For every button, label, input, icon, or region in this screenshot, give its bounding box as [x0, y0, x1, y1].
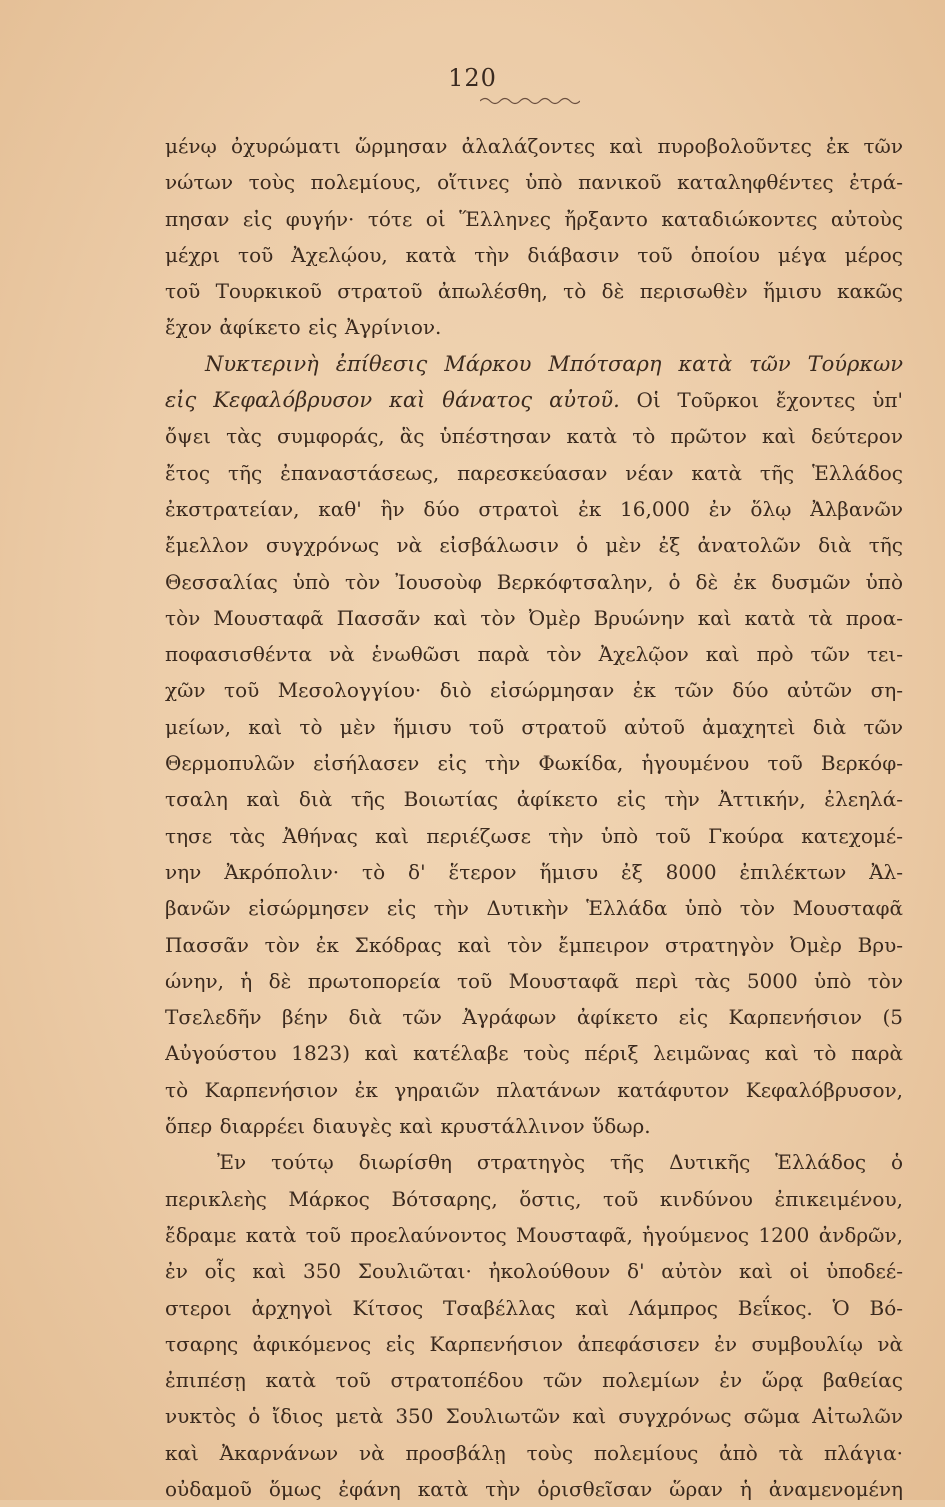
text-line: τησε τὰς Ἀθήνας καὶ περιέζωσε τὴν ὑπὸ τοῦ Γκούρα κατεχομέ- [165, 823, 903, 848]
text-line: ἔμελλον συγχρόνως νὰ εἰσβάλωσιν ὁ μὲν ἐξ ἀνατολῶν διὰ τῆς [165, 533, 903, 558]
text-line: ἐν οἷς καὶ 350 Σουλιῶται· ἠκολούθουν δ' αὐτὸν καὶ οἱ ὑποδεέ- [165, 1259, 903, 1284]
text-line: μέχρι τοῦ Ἀχελῴου, κατὰ τὴν διάβασιν τοῦ ὁποίου μέγα μέρος [165, 242, 903, 267]
text-line: ώνην, ἡ δὲ πρωτοπορεία τοῦ Μουσταφᾶ περὶ τὰς 5000 ὑπὸ τὸν [165, 968, 903, 993]
page-number: 120 [448, 64, 497, 92]
text-line: Τσελεδῆν βέην διὰ τῶν Ἀγράφων ἀφίκετο εἰς Καρπενήσιον (5 [165, 1005, 903, 1030]
text-line: νην Ἀκρόπολιν· τὸ δ' ἕτερον ἥμισυ ἐξ 8000 ἐπιλέκτων Ἀλ- [165, 859, 903, 884]
text-line: ὄψει τὰς συμφοράς, ἃς ὑπέστησαν κατὰ τὸ πρῶτον καὶ δεύτερον [165, 424, 903, 449]
text-line: Θερμοπυλῶν εἰσήλασεν εἰς τὴν Φωκίδα, ἡγουμένου τοῦ Βερκόφ- [165, 751, 903, 776]
text-line: ὅπερ διαρρέει διαυγὲς καὶ κρυστάλλινον ὕδωρ. [165, 1114, 651, 1139]
text-line: καὶ Ἀκαρνάνων νὰ προσβάλῃ τοὺς πολεμίους ἀπὸ τὰ πλάγια· [165, 1440, 903, 1465]
wavy-ornament-icon [480, 96, 580, 106]
text-span: Οἱ Τοῦρκοι ἔχοντες ὑπ' [619, 388, 903, 413]
section-heading-text: Νυκτερινὴ ἐπίθεσις Μάρκου Μπότσαρη κατὰ τῶν Τούρκων [205, 351, 903, 376]
body-text [165, 128, 903, 1507]
text-line: νυκτὸς ὁ ἴδιος μετὰ 350 Σουλιωτῶν καὶ συγχρόνως σῶμα Αἰτωλῶν [165, 1404, 903, 1429]
text-line: Αὐγούστου 1823) καὶ κατέλαβε τοὺς πέριξ λειμῶνας καὶ τὸ παρὰ [165, 1041, 903, 1066]
text-line: Θεσσαλίας ὑπὸ τὸν Ἰουσοὺφ Βερκόφτσαλην, ὁ δὲ ἐκ δυσμῶν ὑπὸ [165, 569, 903, 594]
text-line: τοῦ Τουρκικοῦ στρατοῦ ἀπωλέσθη, τὸ δὲ περισωθὲν ἥμισυ κακῶς [165, 279, 903, 304]
text-line: πησαν εἰς φυγήν· τότε οἱ Ἕλληνες ἤρξαντο καταδιώκοντες αὐτοὺς [165, 206, 903, 231]
text-line: ἐκστρατείαν, καθ' ἣν δύο στρατοὶ ἐκ 16,000 ἐν ὅλῳ Ἀλβανῶν [165, 496, 903, 521]
text-line: Πασσᾶν τὸν ἐκ Σκόδρας καὶ τὸν ἔμπειρον στρατηγὸν Ὀμὲρ Βρυ- [165, 932, 903, 957]
text-line: χῶν τοῦ Μεσολογγίου· διὸ εἰσώρμησαν ἐκ τῶν δύο αὐτῶν ση- [165, 678, 903, 703]
text-line: ἐπιπέσῃ κατὰ τοῦ στρατοπέδου τῶν πολεμίων ἐν ὥρᾳ βαθείας [165, 1368, 903, 1393]
section-heading-text: εἰς Κεφαλόβρυσον καὶ θάνατος αὐτοῦ. [165, 388, 620, 413]
text-line: τὸ Καρπενήσιον ἐκ γηραιῶν πλατάνων κατάφυτον Κεφαλόβρυσον, [165, 1077, 903, 1102]
text-line: νώτων τοὺς πολεμίους, οἵτινες ὑπὸ πανικοῦ καταληφθέντες ἐτρά- [165, 170, 903, 195]
text-line: ἔτος τῆς ἐπαναστάσεως, παρεσκεύασαν νέαν κατὰ τῆς Ἑλλάδος [165, 460, 903, 485]
text-line: ποφασισθέντα νὰ ἑνωθῶσι παρὰ τὸν Ἀχελῷον καὶ πρὸ τῶν τει- [165, 642, 903, 667]
text-line: ἔχον ἀφίκετο εἰς Ἀγρίνιον. [165, 315, 442, 340]
text-line: περικλεὴς Μάρκος Βότσαρης, ὅστις, τοῦ κινδύνου ἐπικειμένου, [165, 1186, 903, 1211]
text-line: τσαλη καὶ διὰ τῆς Βοιωτίας ἀφίκετο εἰς τὴν Ἀττικήν, ἐλεηλά- [165, 787, 903, 812]
text-line: βανῶν εἰσώρμησεν εἰς τὴν Δυτικὴν Ἑλλάδα ὑπὸ τὸν Μουσταφᾶ [165, 896, 903, 921]
text-line: τσαρης ἀφικόμενος εἰς Καρπενήσιον ἀπεφάσισεν ἐν συμβουλίῳ νὰ [165, 1331, 903, 1356]
text-line: μείων, καὶ τὸ μὲν ἥμισυ τοῦ στρατοῦ αὐτοῦ ἀμαχητεὶ διὰ τῶν [165, 714, 903, 739]
text-line: στεροι ἀρχηγοὶ Κίτσος Τσαβέλλας καὶ Λάμπρος Βεΐκος. Ὁ Βό- [165, 1295, 903, 1320]
text-line: οὐδαμοῦ ὅμως ἐφάνη κατὰ τὴν ὁρισθεῖσαν ὥραν ἡ ἀναμενομένη [165, 1476, 903, 1501]
text-line [165, 382, 903, 418]
text-line: μένῳ ὀχυρώματι ὥρμησαν ἀλαλάζοντες καὶ πυροβολοῦντες ἐκ τῶν [165, 134, 903, 158]
text-line: ἔδραμε κατὰ τοῦ προελαύνοντος Μουσταφᾶ, ἡγούμενος 1200 ἀνδρῶν, [165, 1222, 903, 1247]
text-line: Ἐν τούτῳ διωρίσθη στρατηγὸς τῆς Δυτικῆς Ἑλλάδος ὁ [217, 1150, 903, 1175]
section-heading [165, 346, 903, 382]
text-line: τὸν Μουσταφᾶ Πασσᾶν καὶ τὸν Ὀμὲρ Βρυώνην καὶ κατὰ τὰ προα- [165, 605, 903, 630]
